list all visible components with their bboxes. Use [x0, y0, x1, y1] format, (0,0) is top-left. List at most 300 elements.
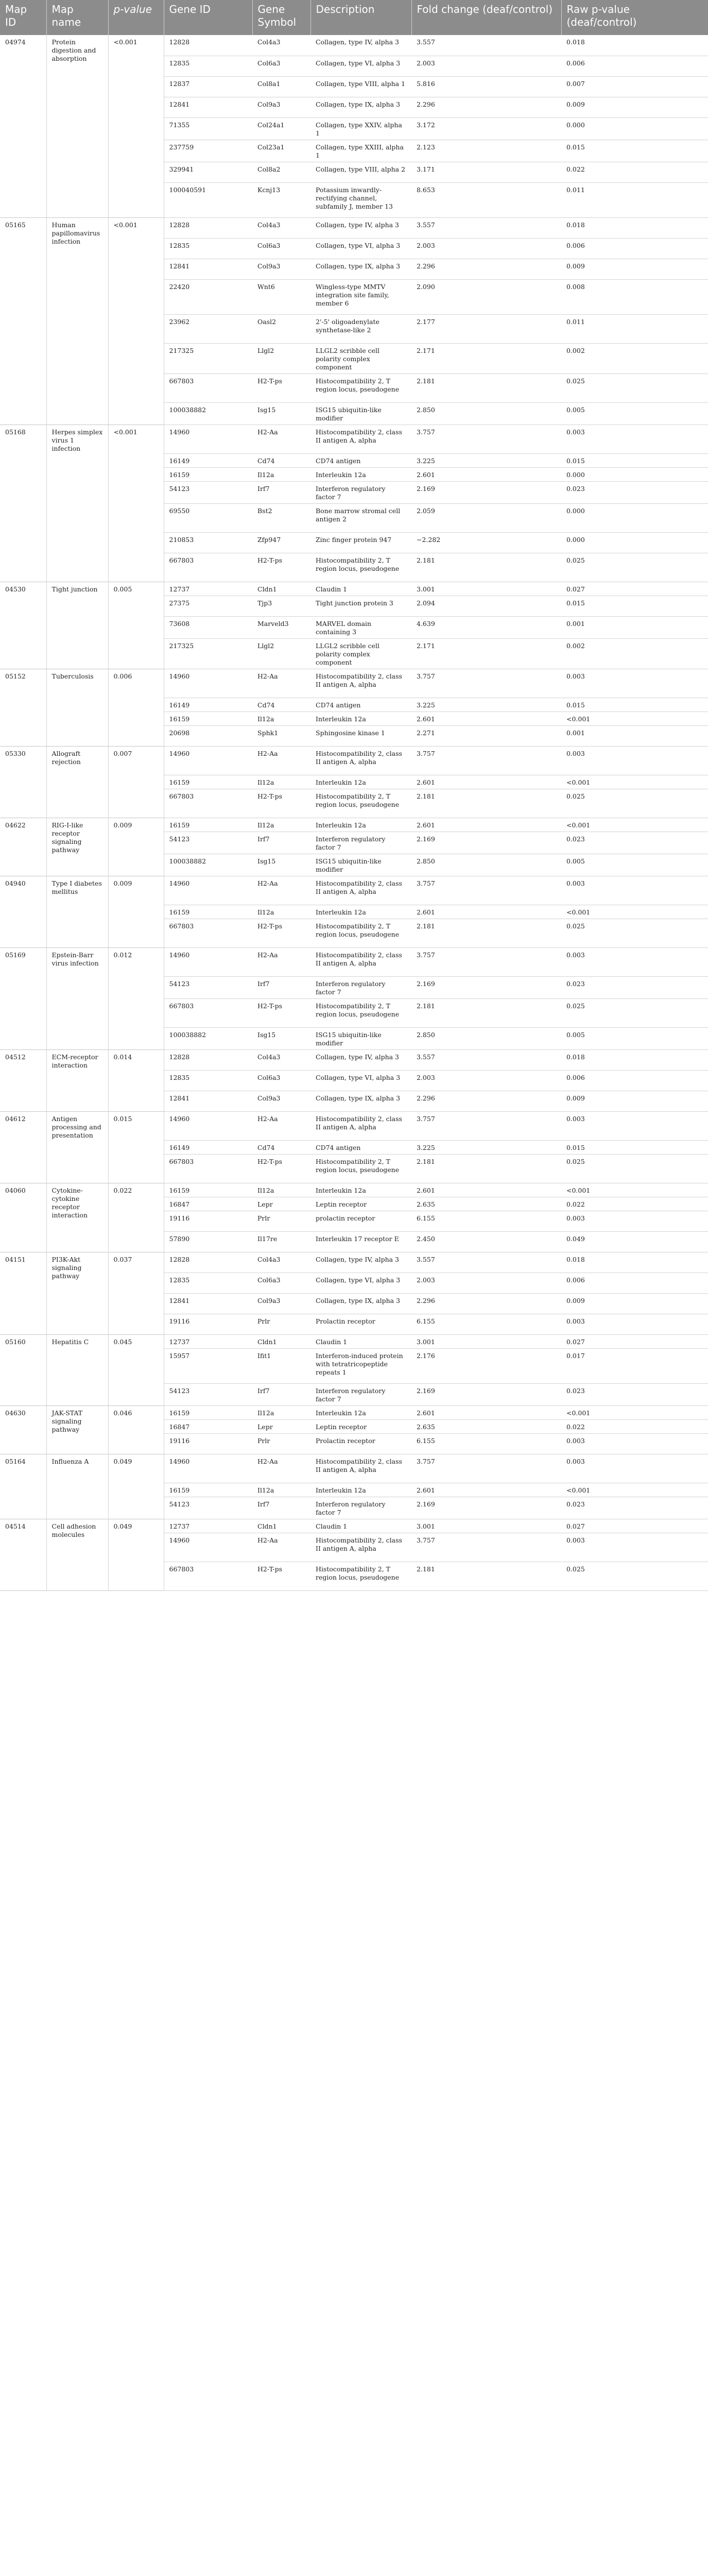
description-cell: LLGL2 scribble cell polarity complex component: [310, 343, 411, 374]
raw-p-value-cell: 0.006: [561, 1273, 708, 1293]
gene-id-cell: 100038882: [164, 1027, 252, 1049]
description-cell: Interleukin 12a: [310, 467, 411, 481]
gene-id-cell: 217325: [164, 638, 252, 669]
gene-symbol-cell: H2-Aa: [252, 1533, 310, 1562]
raw-p-value-cell: 0.000: [561, 117, 708, 140]
fold-change-cell: 2.123: [411, 140, 561, 162]
raw-p-value-cell: 0.005: [561, 402, 708, 425]
header-raw-p-value: Raw p-value (deaf/control): [561, 0, 708, 35]
gene-symbol-cell: Col6a3: [252, 238, 310, 259]
fold-change-cell: 2.169: [411, 832, 561, 854]
gene-id-cell: 667803: [164, 1562, 252, 1590]
gene-symbol-cell: Tjp3: [252, 596, 310, 616]
fold-change-cell: 2.850: [411, 854, 561, 876]
table-row: [0, 669, 708, 698]
raw-p-value-cell: 0.018: [561, 217, 708, 238]
map-p-value-cell: <0.001: [108, 35, 164, 217]
description-cell: Bone marrow stromal cell antigen 2: [310, 503, 411, 532]
description-cell: Histocompatibility 2, class II antigen A, alpha: [310, 1454, 411, 1483]
gene-symbol-cell: Irf7: [252, 1383, 310, 1405]
description-cell: Histocompatibility 2, class II antigen A, alpha: [310, 1111, 411, 1140]
description-cell: Prolactin receptor: [310, 1314, 411, 1334]
raw-p-value-cell: 0.027: [561, 1334, 708, 1348]
gene-symbol-cell: Irf7: [252, 481, 310, 503]
description-cell: Collagen, type IX, alpha 3: [310, 97, 411, 117]
raw-p-value-cell: 0.005: [561, 854, 708, 876]
description-cell: Interferon regulatory factor 7: [310, 481, 411, 503]
map-p-value-cell: 0.049: [108, 1454, 164, 1519]
raw-p-value-cell: 0.023: [561, 1383, 708, 1405]
fold-change-cell: 3.757: [411, 1111, 561, 1140]
map-p-value-cell: 0.006: [108, 669, 164, 746]
gene-id-cell: 14960: [164, 947, 252, 976]
raw-p-value-cell: 0.015: [561, 453, 708, 467]
map-name-cell: Allograft rejection: [46, 746, 108, 818]
gene-symbol-cell: Il12a: [252, 467, 310, 481]
description-cell: Collagen, type VI, alpha 3: [310, 1273, 411, 1293]
gene-symbol-cell: H2-Aa: [252, 1454, 310, 1483]
gene-symbol-cell: Col8a2: [252, 162, 310, 182]
raw-p-value-cell: <0.001: [561, 775, 708, 789]
raw-p-value-cell: 0.023: [561, 976, 708, 998]
map-id-cell: 04512: [0, 1049, 46, 1111]
map-name-cell: Type I diabetes mellitus: [46, 876, 108, 947]
gene-id-cell: 217325: [164, 343, 252, 374]
raw-p-value-cell: 0.025: [561, 919, 708, 947]
gene-symbol-cell: H2-Aa: [252, 425, 310, 453]
fold-change-cell: 2.169: [411, 481, 561, 503]
description-cell: Wingless-type MMTV integration site family, member 6: [310, 279, 411, 314]
gene-symbol-cell: Cldn1: [252, 1334, 310, 1348]
raw-p-value-cell: 0.025: [561, 374, 708, 402]
raw-p-value-cell: 0.007: [561, 76, 708, 97]
fold-change-cell: 2.296: [411, 259, 561, 279]
fold-change-cell: 2.181: [411, 919, 561, 947]
fold-change-cell: 2.003: [411, 1070, 561, 1091]
gene-id-cell: 12737: [164, 1519, 252, 1533]
fold-change-cell: 2.169: [411, 976, 561, 998]
fold-change-cell: 6.155: [411, 1211, 561, 1231]
raw-p-value-cell: 0.008: [561, 279, 708, 314]
raw-p-value-cell: 0.017: [561, 1348, 708, 1383]
gene-symbol-cell: Col4a3: [252, 217, 310, 238]
gene-id-cell: 69550: [164, 503, 252, 532]
raw-p-value-cell: 0.000: [561, 532, 708, 553]
gene-id-cell: 73608: [164, 616, 252, 638]
gene-symbol-cell: Prlr: [252, 1211, 310, 1231]
raw-p-value-cell: 0.001: [561, 616, 708, 638]
table-header-row: [0, 0, 708, 35]
gene-symbol-cell: Prlr: [252, 1314, 310, 1334]
raw-p-value-cell: 0.025: [561, 789, 708, 818]
map-name-cell: Tuberculosis: [46, 669, 108, 746]
table-body: [0, 35, 708, 1590]
table-row: [0, 217, 708, 238]
map-id-cell: 05160: [0, 1334, 46, 1405]
gene-id-cell: 100040591: [164, 182, 252, 217]
map-id-cell: 04060: [0, 1183, 46, 1252]
gene-id-cell: 16159: [164, 775, 252, 789]
gene-symbol-cell: H2-Aa: [252, 1111, 310, 1140]
map-id-cell: 05169: [0, 947, 46, 1049]
gene-id-cell: 210853: [164, 532, 252, 553]
gene-id-cell: 19116: [164, 1211, 252, 1231]
description-cell: Histocompatibility 2, class II antigen A, alpha: [310, 425, 411, 453]
gene-id-cell: 16149: [164, 453, 252, 467]
gene-symbol-cell: Llgl2: [252, 638, 310, 669]
raw-p-value-cell: 0.027: [561, 582, 708, 596]
raw-p-value-cell: 0.015: [561, 698, 708, 711]
description-cell: Histocompatibility 2, class II antigen A, alpha: [310, 669, 411, 698]
gene-symbol-cell: Cldn1: [252, 1519, 310, 1533]
gene-symbol-cell: Marveld3: [252, 616, 310, 638]
gene-id-cell: 16847: [164, 1197, 252, 1211]
fold-change-cell: 4.639: [411, 616, 561, 638]
description-cell: Interleukin 12a: [310, 818, 411, 832]
table-row: [0, 818, 708, 832]
map-p-value-cell: 0.049: [108, 1519, 164, 1590]
map-id-cell: 04530: [0, 582, 46, 669]
fold-change-cell: 2.296: [411, 1293, 561, 1314]
description-cell: Collagen, type IV, alpha 3: [310, 35, 411, 56]
fold-change-cell: 3.001: [411, 1334, 561, 1348]
fold-change-cell: 2.450: [411, 1231, 561, 1252]
map-name-cell: JAK-STAT signaling pathway: [46, 1405, 108, 1454]
map-name-cell: Cell adhesion molecules: [46, 1519, 108, 1590]
gene-symbol-cell: H2-T-ps: [252, 1562, 310, 1590]
gene-id-cell: 20698: [164, 725, 252, 746]
fold-change-cell: 3.757: [411, 876, 561, 905]
description-cell: Interleukin 12a: [310, 905, 411, 919]
gene-symbol-cell: Col4a3: [252, 1049, 310, 1070]
fold-change-cell: 3.171: [411, 162, 561, 182]
header-gene-id: Gene ID: [164, 0, 252, 35]
gene-id-cell: 16149: [164, 1140, 252, 1154]
map-id-cell: 05330: [0, 746, 46, 818]
gene-symbol-cell: Col24a1: [252, 117, 310, 140]
gene-symbol-cell: Col6a3: [252, 56, 310, 76]
map-p-value-cell: 0.014: [108, 1049, 164, 1111]
raw-p-value-cell: 0.018: [561, 1049, 708, 1070]
description-cell: Histocompatibility 2, T region locus, pseudogene: [310, 553, 411, 582]
gene-id-cell: 14960: [164, 1533, 252, 1562]
map-id-cell: 05152: [0, 669, 46, 746]
gene-id-cell: 12841: [164, 1293, 252, 1314]
gene-symbol-cell: H2-T-ps: [252, 374, 310, 402]
description-cell: Interleukin 12a: [310, 775, 411, 789]
gene-id-cell: 57890: [164, 1231, 252, 1252]
header-map-id: Map ID: [0, 0, 46, 35]
map-name-cell: Cytokine-cytokine receptor interaction: [46, 1183, 108, 1252]
gene-id-cell: 14960: [164, 1111, 252, 1140]
description-cell: prolactin receptor: [310, 1211, 411, 1231]
gene-id-cell: 12835: [164, 56, 252, 76]
description-cell: Histocompatibility 2, T region locus, pseudogene: [310, 919, 411, 947]
gene-id-cell: 12828: [164, 217, 252, 238]
raw-p-value-cell: 0.049: [561, 1231, 708, 1252]
map-id-cell: 05168: [0, 425, 46, 582]
gene-id-cell: 12828: [164, 1252, 252, 1273]
description-cell: Sphingosine kinase 1: [310, 725, 411, 746]
gene-id-cell: 329941: [164, 162, 252, 182]
gene-id-cell: 15957: [164, 1348, 252, 1383]
description-cell: Interleukin 17 receptor E: [310, 1231, 411, 1252]
description-cell: Collagen, type VI, alpha 3: [310, 56, 411, 76]
raw-p-value-cell: 0.025: [561, 998, 708, 1027]
description-cell: Collagen, type VIII, alpha 1: [310, 76, 411, 97]
gene-id-cell: 667803: [164, 553, 252, 582]
raw-p-value-cell: 0.023: [561, 832, 708, 854]
gene-id-cell: 12737: [164, 582, 252, 596]
map-name-cell: Influenza A: [46, 1454, 108, 1519]
raw-p-value-cell: 0.009: [561, 259, 708, 279]
raw-p-value-cell: 0.011: [561, 314, 708, 343]
raw-p-value-cell: 0.009: [561, 1091, 708, 1111]
map-name-cell: Human papillomavirus infection: [46, 217, 108, 425]
description-cell: Collagen, type VIII, alpha 2: [310, 162, 411, 182]
fold-change-cell: 3.557: [411, 1252, 561, 1273]
fold-change-cell: 2.601: [411, 905, 561, 919]
gene-id-cell: 12737: [164, 1334, 252, 1348]
map-name-cell: Tight junction: [46, 582, 108, 669]
gene-symbol-cell: Col6a3: [252, 1070, 310, 1091]
description-cell: Histocompatibility 2, T region locus, pseudogene: [310, 789, 411, 818]
raw-p-value-cell: 0.002: [561, 638, 708, 669]
gene-symbol-cell: Il12a: [252, 1483, 310, 1497]
fold-change-cell: 2.176: [411, 1348, 561, 1383]
raw-p-value-cell: 0.000: [561, 503, 708, 532]
raw-p-value-cell: 0.003: [561, 876, 708, 905]
raw-p-value-cell: 0.006: [561, 56, 708, 76]
fold-change-cell: 2.601: [411, 711, 561, 725]
map-p-value-cell: 0.046: [108, 1405, 164, 1454]
description-cell: Potassium inwardly-rectifying channel, subfamily J, member 13: [310, 182, 411, 217]
fold-change-cell: 2.171: [411, 638, 561, 669]
description-cell: ISG15 ubiquitin-like modifier: [310, 402, 411, 425]
gene-symbol-cell: Col4a3: [252, 1252, 310, 1273]
raw-p-value-cell: 0.018: [561, 35, 708, 56]
fold-change-cell: 3.757: [411, 669, 561, 698]
map-id-cell: 05165: [0, 217, 46, 425]
gene-symbol-cell: Col4a3: [252, 35, 310, 56]
description-cell: Interleukin 12a: [310, 1405, 411, 1419]
gene-id-cell: 16159: [164, 1183, 252, 1197]
header-gene-symbol: Gene Symbol: [252, 0, 310, 35]
map-p-value-cell: 0.009: [108, 818, 164, 876]
description-cell: Claudin 1: [310, 1519, 411, 1533]
raw-p-value-cell: 0.005: [561, 1027, 708, 1049]
description-cell: Interferon regulatory factor 7: [310, 832, 411, 854]
fold-change-cell: 2.171: [411, 343, 561, 374]
gene-symbol-cell: Il12a: [252, 1405, 310, 1419]
description-cell: ISG15 ubiquitin-like modifier: [310, 854, 411, 876]
gene-id-cell: 667803: [164, 998, 252, 1027]
description-cell: Collagen, type VI, alpha 3: [310, 1070, 411, 1091]
description-cell: Interleukin 12a: [310, 1483, 411, 1497]
gene-id-cell: 667803: [164, 1154, 252, 1183]
description-cell: Collagen, type IV, alpha 3: [310, 1252, 411, 1273]
gene-symbol-cell: H2-T-ps: [252, 789, 310, 818]
raw-p-value-cell: 0.003: [561, 1433, 708, 1454]
gene-id-cell: 16159: [164, 818, 252, 832]
gene-symbol-cell: Zfp947: [252, 532, 310, 553]
table-row: [0, 1252, 708, 1273]
fold-change-cell: 2.296: [411, 1091, 561, 1111]
map-id-cell: 04630: [0, 1405, 46, 1454]
description-cell: Histocompatibility 2, T region locus, pseudogene: [310, 998, 411, 1027]
gene-id-cell: 12841: [164, 259, 252, 279]
description-cell: CD74 antigen: [310, 698, 411, 711]
gene-symbol-cell: H2-T-ps: [252, 998, 310, 1027]
gene-symbol-cell: Il12a: [252, 905, 310, 919]
fold-change-cell: 2.059: [411, 503, 561, 532]
raw-p-value-cell: 0.002: [561, 343, 708, 374]
description-cell: Collagen, type IV, alpha 3: [310, 217, 411, 238]
map-name-cell: Hepatitis C: [46, 1334, 108, 1405]
map-name-cell: Antigen processing and presentation: [46, 1111, 108, 1183]
description-cell: Leptin receptor: [310, 1197, 411, 1211]
fold-change-cell: 2.271: [411, 725, 561, 746]
fold-change-cell: 2.601: [411, 775, 561, 789]
gene-symbol-cell: Il12a: [252, 818, 310, 832]
raw-p-value-cell: 0.003: [561, 1211, 708, 1231]
gene-id-cell: 12835: [164, 238, 252, 259]
fold-change-cell: 2.003: [411, 56, 561, 76]
gene-symbol-cell: Il17re: [252, 1231, 310, 1252]
gene-id-cell: 22420: [164, 279, 252, 314]
gene-symbol-cell: Kcnj13: [252, 182, 310, 217]
fold-change-cell: 2.850: [411, 1027, 561, 1049]
gene-symbol-cell: Isg15: [252, 854, 310, 876]
description-cell: Histocompatibility 2, class II antigen A, alpha: [310, 1533, 411, 1562]
gene-id-cell: 14960: [164, 425, 252, 453]
fold-change-cell: 2.169: [411, 1383, 561, 1405]
raw-p-value-cell: 0.025: [561, 1562, 708, 1590]
gene-symbol-cell: H2-Aa: [252, 876, 310, 905]
fold-change-cell: 2.003: [411, 238, 561, 259]
gene-symbol-cell: Col9a3: [252, 1091, 310, 1111]
description-cell: Histocompatibility 2, T region locus, pseudogene: [310, 1154, 411, 1183]
gene-id-cell: 12835: [164, 1070, 252, 1091]
description-cell: Histocompatibility 2, T region locus, pseudogene: [310, 1562, 411, 1590]
gene-id-cell: 23962: [164, 314, 252, 343]
fold-change-cell: 3.757: [411, 1533, 561, 1562]
map-id-cell: 04940: [0, 876, 46, 947]
gene-id-cell: 16149: [164, 698, 252, 711]
gene-id-cell: 12837: [164, 76, 252, 97]
gene-symbol-cell: H2-T-ps: [252, 1154, 310, 1183]
gene-symbol-cell: H2-Aa: [252, 947, 310, 976]
gene-symbol-cell: H2-T-ps: [252, 553, 310, 582]
table-row: [0, 1111, 708, 1140]
fold-change-cell: 2.090: [411, 279, 561, 314]
gene-id-cell: 54123: [164, 1383, 252, 1405]
raw-p-value-cell: 0.003: [561, 1454, 708, 1483]
map-p-value-cell: 0.007: [108, 746, 164, 818]
gene-symbol-cell: H2-T-ps: [252, 919, 310, 947]
description-cell: CD74 antigen: [310, 453, 411, 467]
description-cell: Histocompatibility 2, class II antigen A, alpha: [310, 746, 411, 775]
fold-change-cell: 2.635: [411, 1197, 561, 1211]
fold-change-cell: −2.282: [411, 532, 561, 553]
fold-change-cell: 2.850: [411, 402, 561, 425]
gene-symbol-cell: Cd74: [252, 453, 310, 467]
table-row: [0, 582, 708, 596]
gene-symbol-cell: Sphk1: [252, 725, 310, 746]
fold-change-cell: 3.757: [411, 425, 561, 453]
raw-p-value-cell: <0.001: [561, 1483, 708, 1497]
gene-id-cell: 54123: [164, 832, 252, 854]
description-cell: Interferon regulatory factor 7: [310, 976, 411, 998]
table-row: [0, 947, 708, 976]
gene-id-cell: 12835: [164, 1273, 252, 1293]
header-p-value: p-value: [108, 0, 164, 35]
map-name-cell: Epstein-Barr virus infection: [46, 947, 108, 1049]
fold-change-cell: 2.601: [411, 467, 561, 481]
table-row: [0, 1049, 708, 1070]
raw-p-value-cell: 0.015: [561, 596, 708, 616]
description-cell: Collagen, type IX, alpha 3: [310, 1091, 411, 1111]
table-row: [0, 1454, 708, 1483]
description-cell: Prolactin receptor: [310, 1433, 411, 1454]
raw-p-value-cell: 0.025: [561, 553, 708, 582]
gene-symbol-cell: Wnt6: [252, 279, 310, 314]
fold-change-cell: 2.601: [411, 1483, 561, 1497]
gene-id-cell: 16847: [164, 1419, 252, 1433]
fold-change-cell: 3.757: [411, 746, 561, 775]
fold-change-cell: 2.181: [411, 553, 561, 582]
gene-id-cell: 100038882: [164, 854, 252, 876]
fold-change-cell: 2.635: [411, 1419, 561, 1433]
gene-symbol-cell: Prlr: [252, 1433, 310, 1454]
gene-symbol-cell: Col23a1: [252, 140, 310, 162]
gene-symbol-cell: Cldn1: [252, 582, 310, 596]
fold-change-cell: 2.177: [411, 314, 561, 343]
raw-p-value-cell: 0.003: [561, 669, 708, 698]
map-id-cell: 04514: [0, 1519, 46, 1590]
description-cell: Histocompatibility 2, class II antigen A, alpha: [310, 947, 411, 976]
map-p-value-cell: 0.045: [108, 1334, 164, 1405]
raw-p-value-cell: 0.015: [561, 140, 708, 162]
gene-id-cell: 54123: [164, 481, 252, 503]
table-row: [0, 1519, 708, 1533]
gene-symbol-cell: Bst2: [252, 503, 310, 532]
fold-change-cell: 2.094: [411, 596, 561, 616]
gene-symbol-cell: Col9a3: [252, 97, 310, 117]
description-cell: Histocompatibility 2, class II antigen A, alpha: [310, 876, 411, 905]
gene-symbol-cell: Col9a3: [252, 1293, 310, 1314]
map-name-cell: PI3K-Akt signaling pathway: [46, 1252, 108, 1334]
description-cell: Collagen, type IX, alpha 3: [310, 259, 411, 279]
table-row: [0, 1334, 708, 1348]
fold-change-cell: 2.181: [411, 374, 561, 402]
raw-p-value-cell: <0.001: [561, 818, 708, 832]
description-cell: Interleukin 12a: [310, 711, 411, 725]
gene-id-cell: 54123: [164, 976, 252, 998]
fold-change-cell: 6.155: [411, 1433, 561, 1454]
gene-id-cell: 14960: [164, 1454, 252, 1483]
fold-change-cell: 2.601: [411, 1405, 561, 1419]
table-row: [0, 1183, 708, 1197]
gene-id-cell: 16159: [164, 1405, 252, 1419]
map-id-cell: 04622: [0, 818, 46, 876]
map-id-cell: 05164: [0, 1454, 46, 1519]
gene-symbol-cell: Col6a3: [252, 1273, 310, 1293]
map-p-value-cell: 0.015: [108, 1111, 164, 1183]
description-cell: Claudin 1: [310, 1334, 411, 1348]
raw-p-value-cell: 0.003: [561, 1314, 708, 1334]
fold-change-cell: 3.557: [411, 1049, 561, 1070]
